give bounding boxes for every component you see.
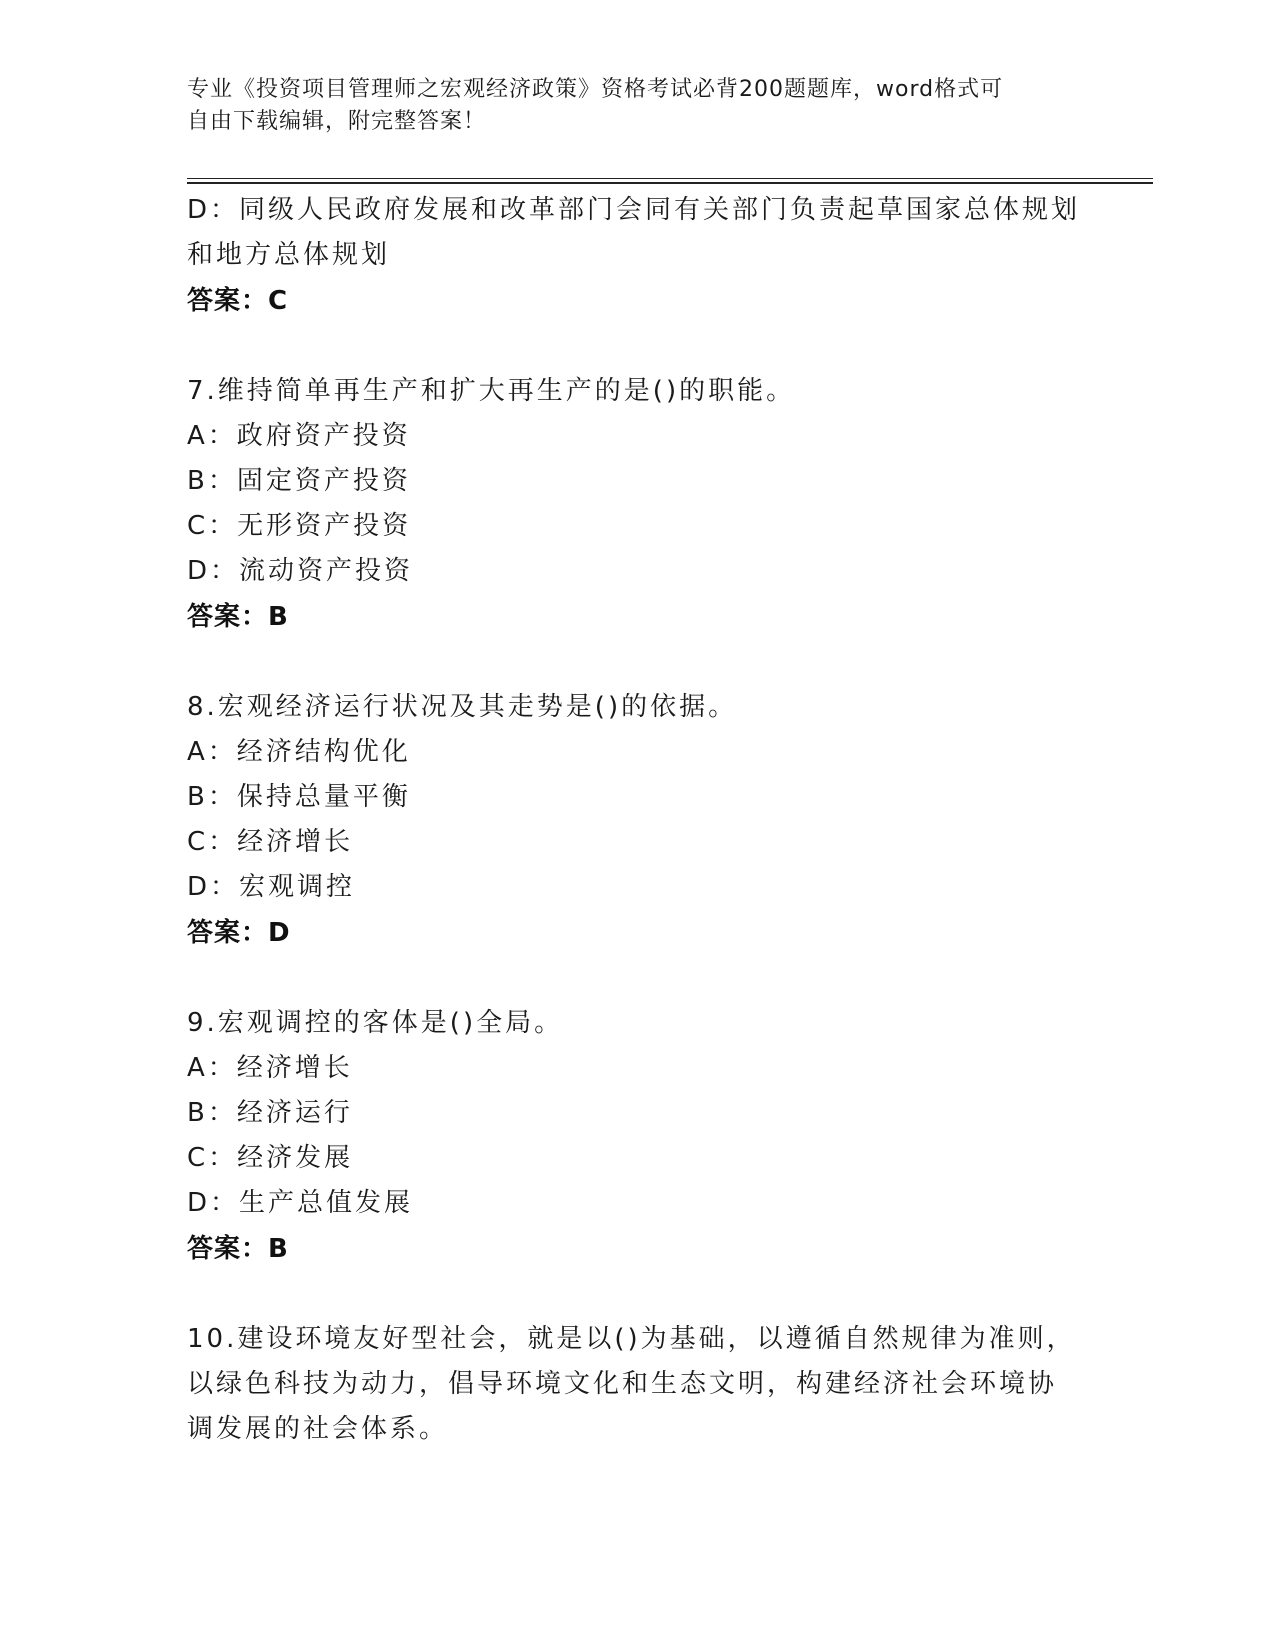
option-b: B：经济运行 (187, 1098, 353, 1128)
option-d: D：生产总值发展 (187, 1188, 414, 1218)
option-a: A：经济增长 (187, 1053, 353, 1083)
header-line-2: 自由下载编辑，附完整答案！ (187, 109, 487, 134)
document-body (187, 188, 1087, 1452)
header-divider-thick (187, 182, 1153, 184)
question-title: 9.宏观调控的客体是()全局。 (187, 1008, 564, 1038)
question-8 (187, 685, 1087, 956)
option-c: C：经济增长 (187, 827, 354, 857)
question-title: 7.维持简单再生产和扩大再生产的是()的职能。 (187, 376, 796, 406)
question-title: 8.宏观经济运行状况及其走势是()的依据。 (187, 692, 738, 722)
answer-line: 答案：D (187, 918, 291, 948)
answer-line: 答案：C (187, 286, 289, 316)
question-title: 10.建设环境友好型社会，就是以()为基础，以遵循自然规律为准则， (187, 1324, 1076, 1354)
option-d: D：同级人民政府发展和改革部门会同有关部门负责起草国家总体规划 (187, 195, 1081, 225)
option-d-continued: 和地方总体规划 (187, 240, 391, 270)
question-10 (187, 1317, 1087, 1452)
option-c: C：经济发展 (187, 1143, 354, 1173)
option-d: D：流动资产投资 (187, 556, 414, 586)
header-line-1: 专业《投资项目管理师之宏观经济政策》资格考试必背200题题库，word格式可 (187, 77, 1004, 102)
question-title-continued: 调发展的社会体系。 (187, 1414, 449, 1444)
answer-line: 答案：B (187, 602, 289, 632)
question-title-continued: 以绿色科技为动力，倡导环境文化和生态文明，构建经济社会环境协 (187, 1369, 1058, 1399)
option-a: A：经济结构优化 (187, 737, 411, 767)
question-9 (187, 1001, 1087, 1272)
option-a: A：政府资产投资 (187, 421, 411, 451)
option-b: B：固定资产投资 (187, 466, 411, 496)
option-d: D：宏观调控 (187, 872, 356, 902)
option-b: B：保持总量平衡 (187, 782, 411, 812)
header-divider-thin (187, 178, 1153, 179)
document-header (187, 74, 1067, 138)
answer-line: 答案：B (187, 1234, 289, 1264)
option-c: C：无形资产投资 (187, 511, 412, 541)
previous-question-tail (187, 188, 1087, 324)
question-7 (187, 369, 1087, 640)
